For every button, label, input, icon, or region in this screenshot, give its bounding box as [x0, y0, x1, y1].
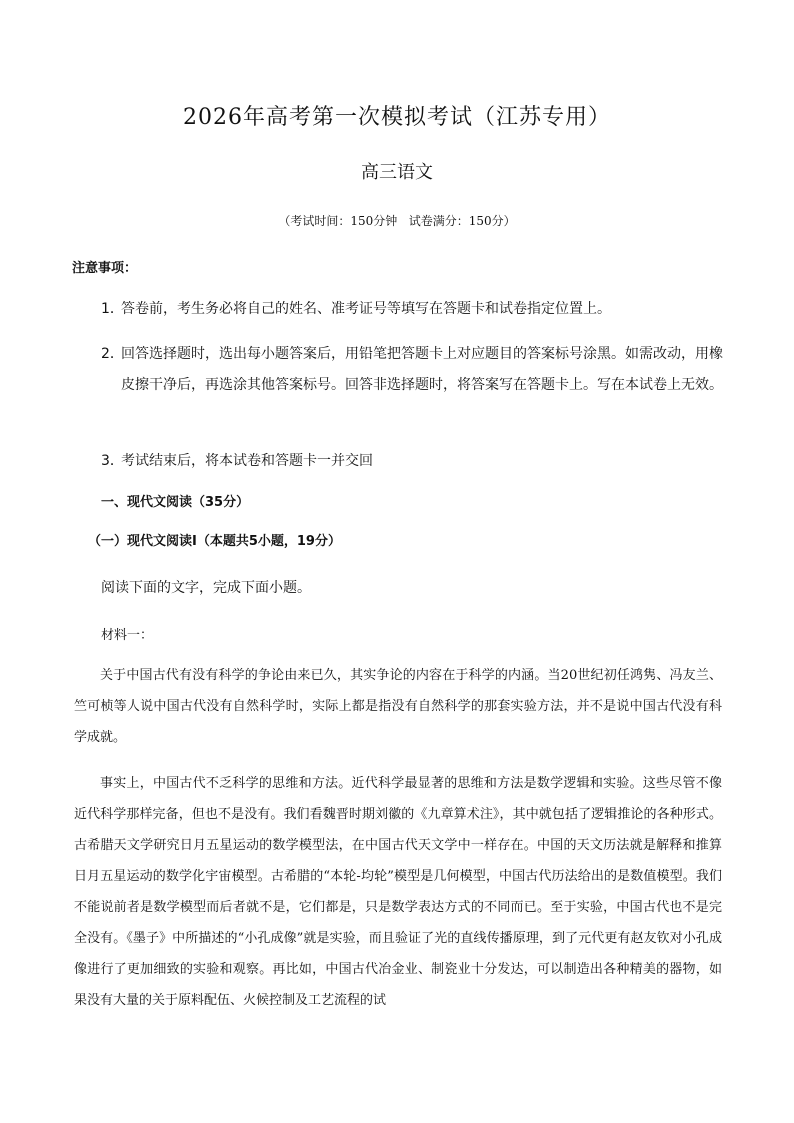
exam-info [0, 212, 794, 229]
notice-item [101, 446, 731, 477]
notice-item-number: 3． [101, 453, 124, 469]
notice-item [101, 339, 731, 401]
notice-item [101, 294, 731, 325]
notice-item-number: 1． [101, 301, 124, 317]
exam-subtitle: 高三语文 [361, 162, 433, 183]
notice-item-text: 答卷前，考生务必将自己的姓名、准考证号等填写在答题卡和试卷指定位置上。 [121, 301, 611, 317]
full-score: 试卷满分：150分） [408, 214, 516, 228]
notice-item-text: 考试结束后，将本试卷和答题卡一并交回 [121, 453, 373, 469]
exam-title: 2026年高考第一次模拟考试（江苏专用） [183, 105, 611, 130]
passage-paragraph: 关于中国古代有没有科学的争论由来已久，其实争论的内容在于科学的内涵。当20世纪初任鸿隽、冯友兰、竺可桢等人说中国古代没有自然科学时，实际上都是指没有自然科学的那套实验方法，并不是说中国古代没有科学成就。 [74, 668, 722, 745]
section-heading: 一、现代文阅读（35分） [101, 495, 250, 510]
notice-item-number: 2． [101, 346, 124, 362]
reading-instruction: 阅读下面的文字，完成下面小题。 [101, 580, 311, 596]
passage-paragraph: 事实上，中国古代不乏科学的思维和方法。近代科学最显著的思维和方法是数学逻辑和实验。这些尽管不像近代科学那样完备，但也不是没有。我们看魏晋时期刘徽的《九章算术注》，其中就包括了逻辑推论的各种形式。古希腊天文学研究日月五星运动的数学模型法，在中国古代天文学中一样存在。中国的天文历法就是解释和推算日月五星运动的数学化宇宙模型。古希腊的“本轮-均轮”模型是几何模型，中国古代历法给出的是数值模型。我们不能说前者是数学模型而后者就不是，它们都是，只是数学表达方式的不同而已。至于实验，中国古代也不是完全没有。《墨子》中所描述的“小孔成像”就是实验，而且验证了光的直线传播原理，到了元代更有赵友钦对小孔成像进行了更加细致的实验和观察。再比如，中国古代冶金业、制瓷业十分发达，可以制造出各种精美的器物，如果没有大量的关于原料配伍、火候控制及工艺流程的试 [74, 776, 722, 1008]
exam-time: （考试时间：150分钟 [278, 214, 398, 228]
material-label: 材料一： [101, 628, 154, 643]
notice-item-text: 回答选择题时，选出每小题答案后，用铅笔把答题卡上对应题目的答案标号涂黑。如需改动，用橡皮擦干净后，再选涂其他答案标号。回答非选择题时，将答案写在答题卡上。写在本试卷上无效。 [121, 346, 723, 393]
subsection-heading: （一）现代文阅读Ⅰ（本题共5小题，19分） [88, 534, 341, 549]
notice-heading: 注意事项： [72, 261, 138, 276]
